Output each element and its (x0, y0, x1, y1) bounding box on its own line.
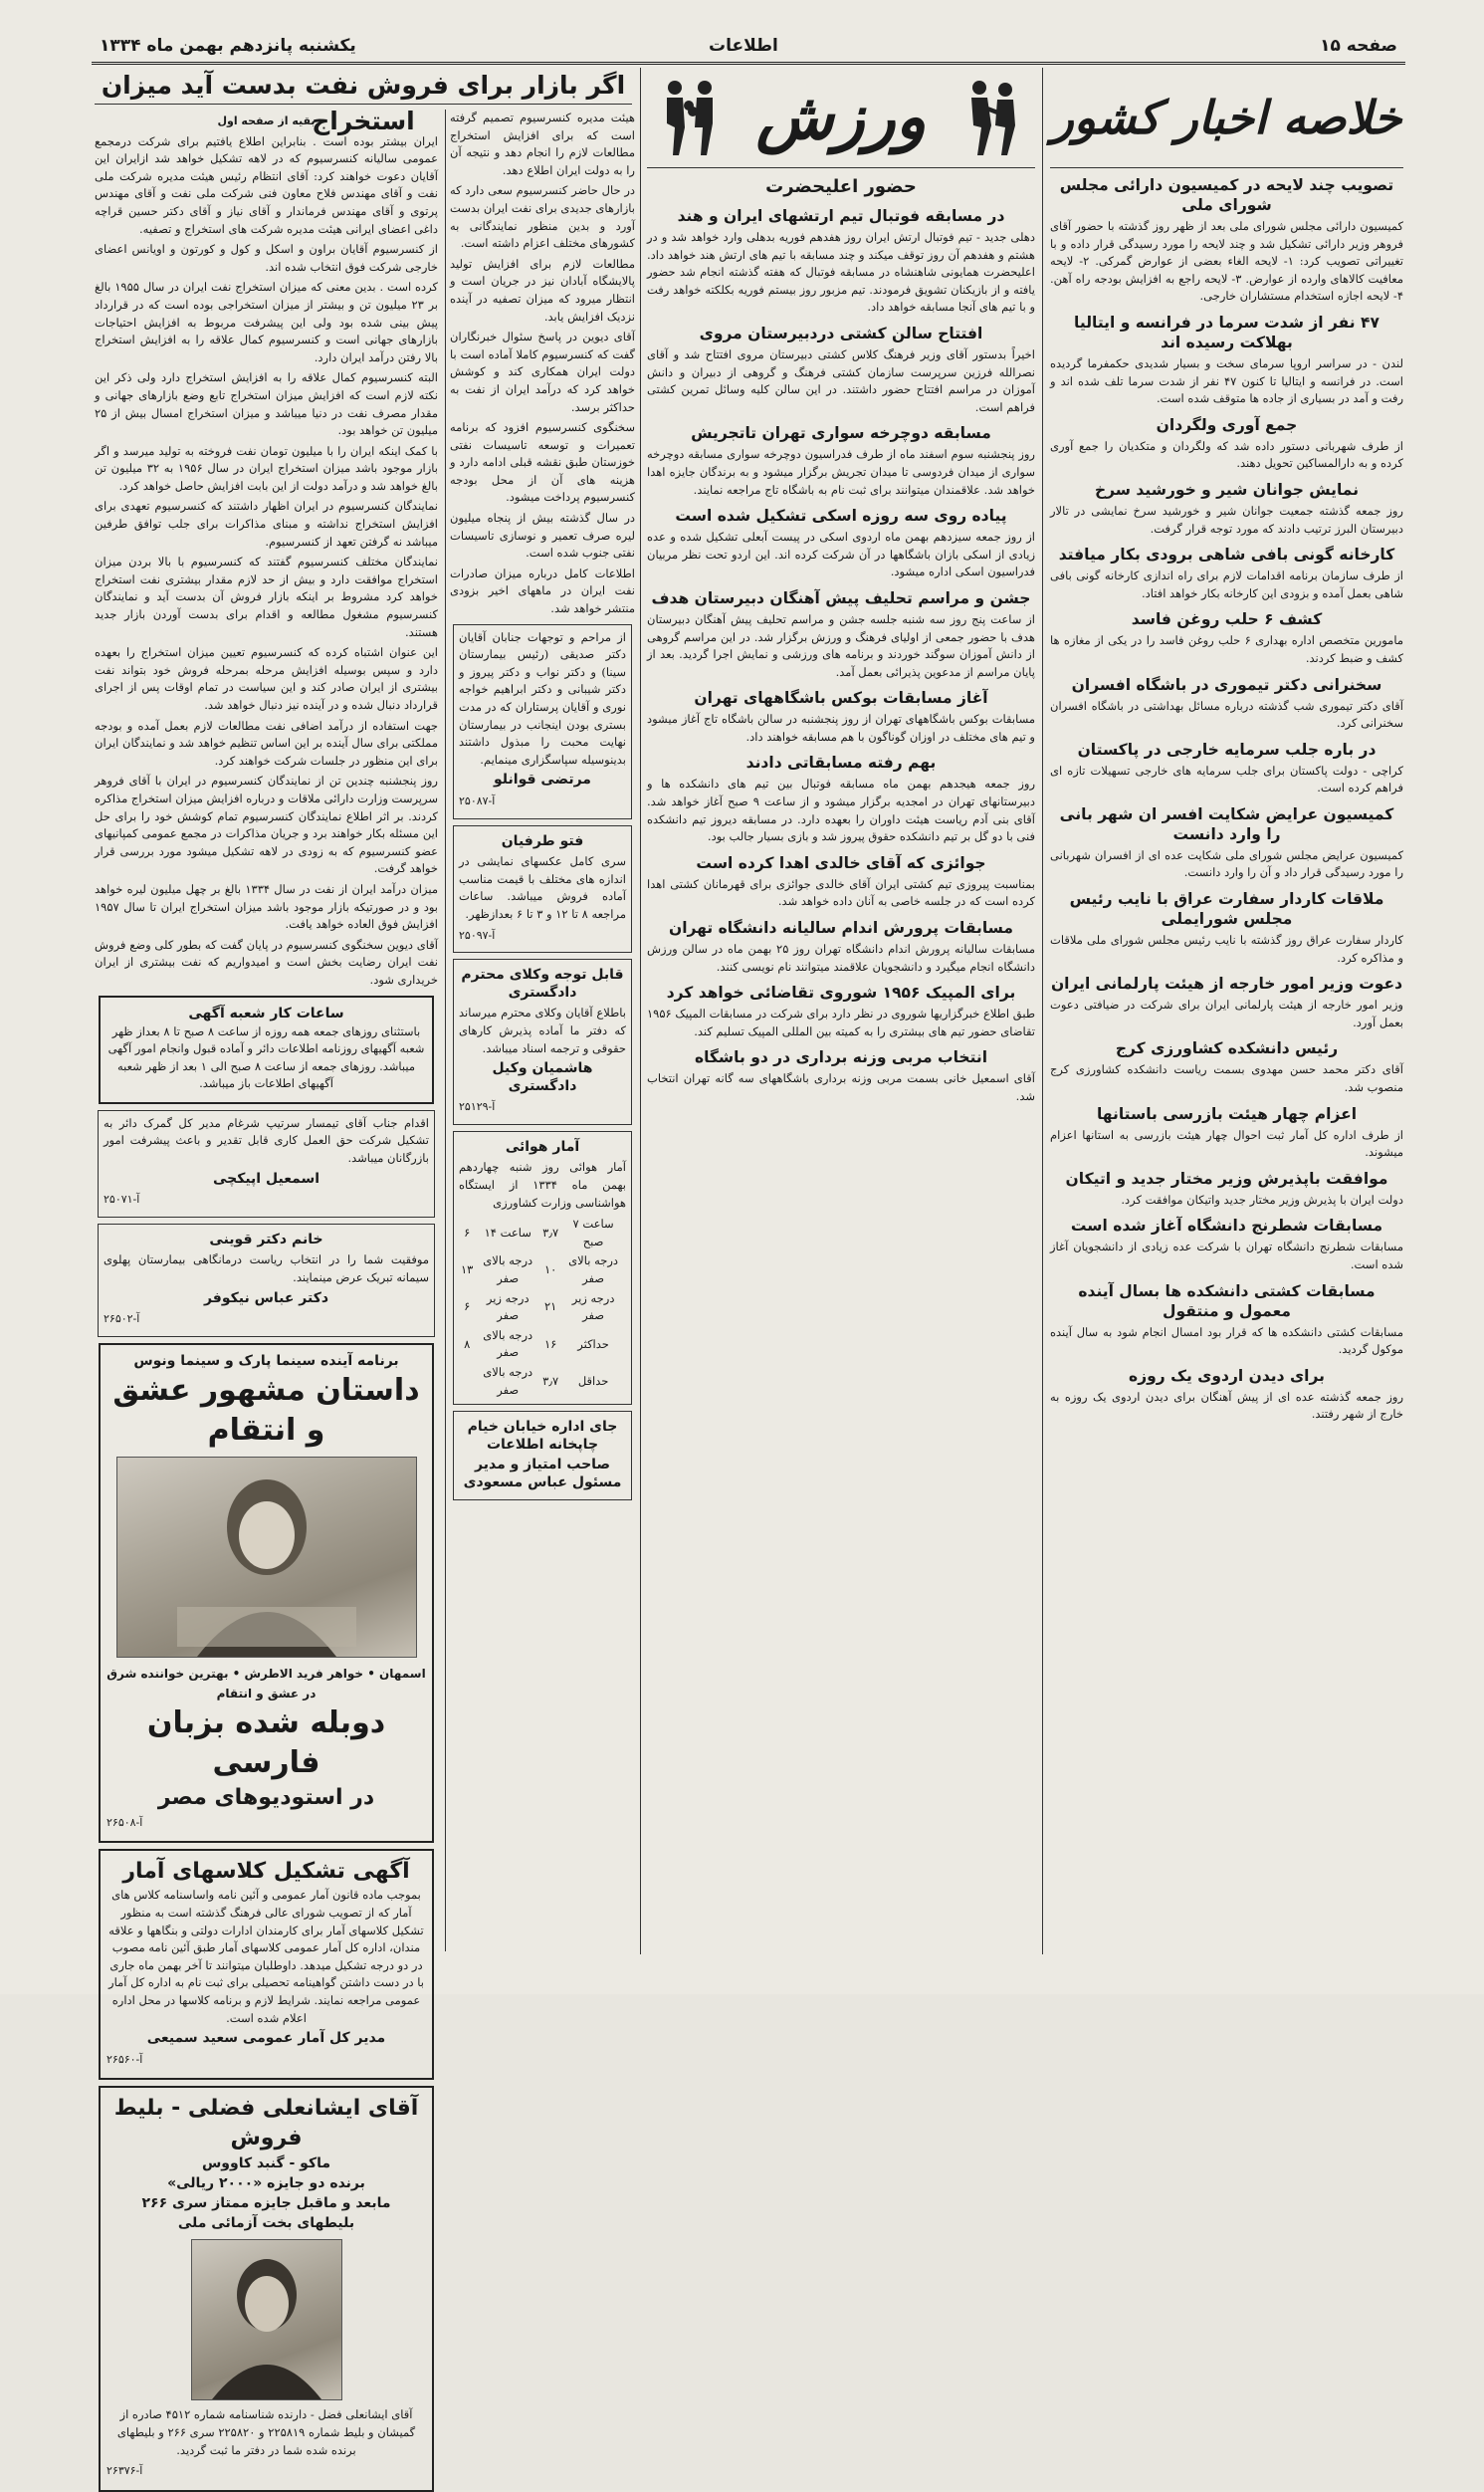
lottery-ad (99, 2086, 434, 2491)
sports-text: دهلی جدید - تیم فوتبال ارتش ایران روز هفدهم فوریه بدهلی وارد خواهد شد و در هشتم و هفدهم آن روز توقف میکند و چند مسابقه با تیم های ارتش هند خواهد داد. اعلیحضرت همایونی شاهنشاه در مسابقه فوتبال که هفته گذشته انجام شد حضور یافته و از بازیکنان تشویق فرمودند. تیم مزبور روز بیستم فوریه بکلکته خواهد رفت و با تیم های آنجا مسابقه خواهد داد. (647, 230, 1035, 315)
sports-heading: در مسابقه فوتبال تیم ارتشهای ایران و هند (677, 207, 1005, 225)
weather-table (459, 1215, 626, 1400)
body-text: البته کنسرسیوم کمال علاقه را به افزایش استخراج دارد ولی ذکر این نکته لازم است که افزایش میزان استخراج تابع وضع بازارهای جهانی و مقدار مصرف نفت در دنیا میباشد و میزان استخراج امسال بیش از ۲۵ میلیون تن خواهد بود. (95, 370, 438, 438)
sports-article (647, 506, 1035, 581)
sports-heading: جوائزی که آقای خالدی اهدا کرده است (696, 853, 986, 872)
sports-article (647, 918, 1035, 976)
sports-article (647, 588, 1035, 681)
cinema-ad (99, 1343, 434, 1844)
news-article (1050, 1169, 1403, 1210)
sports-article (647, 324, 1035, 416)
doctor-notice-signature: دکتر عباس نیکوفر (203, 1289, 329, 1306)
ad-code: آ-۲۵۰۷۱ (104, 1193, 140, 1207)
lottery-line: بلیطهای بخت آزمائی ملی (177, 2215, 355, 2232)
weather-label: درجه بالای صفر (483, 1365, 533, 1397)
weather-label: ساعت ۷ صبح (572, 1217, 614, 1248)
weather-intro: آمار هوائی روز شنبه چهاردهم بهمن ماه ۱۳۳۴ از ایستگاه هواشناسی وزارت کشاورزی (459, 1160, 626, 1210)
body-text: آقای دیوین در پاسخ سئوال خبرنگاران گفت که کنسرسیوم کاملا آماده است با دولت ایران همکاری کند و کوشش خواهد کرد که درآمد ایران از نفت به حداکثر برسد. (450, 330, 635, 414)
lottery-line: برنده دو جایزه «۲۰۰۰ ریالی» (167, 2175, 365, 2192)
news-heading: کارخانه گونی بافی شاهی برودی بکار میافتد (1058, 546, 1395, 565)
lawyers-notice-title: قابل توجه وکلای محترم دادگستری (461, 967, 624, 1001)
publisher-address: جای اداره خیابان خیام چاپخانه اطلاعات (467, 1419, 618, 1453)
ad-code: آ-۲۵۰۸۷ (459, 793, 496, 807)
body-text: کرده است . بدین معنی که میزان استخراج نفت ایران در سال ۱۹۵۵ بالغ بر ۲۳ میلیون تن و بیشتر از میزان استخراجی بوده است که در قرارداد پیش بینی شده بود ولی این پیشرفت مربوط به افزایش احتیاجات بازارهای جهانی است و کنسرسیوم کمال علاقه را به افزایش استخراج بالا رفتن درآمد ایران دارد. (95, 280, 438, 364)
sports-heading: بهم رفته مسابقاتی دادند (745, 754, 937, 773)
weather-value: ۳٫۷ (542, 1373, 559, 1388)
sports-article (647, 853, 1035, 911)
weather-label: درجه زیر صفر (486, 1290, 530, 1323)
issue-date: یکشنبه پانزدهم بهمن ماه ۱۳۳۴ (100, 36, 356, 56)
cinema-studio: در استودیوهای مصر (157, 1784, 375, 1810)
thanks-notice (98, 1110, 435, 1218)
sports-text: روز جمعه هیجدهم بهمن ماه مسابقه فوتبال بین تیم های دانشکده ها و دبیرستانهای تهران در امجدیه برگزار میشود و از ساعت ۹ صبح آغاز خواهد شد. آقای بنی آدم ریاست هیئت داوران را بعهده دارد. در مسابقه دیروز تیم دانشکده فنی با دو گل بر تیم دانشکده حقوق پیروز شد و بازی بسیار جالب بود. (647, 777, 1035, 844)
photo-sale-notice (453, 825, 632, 954)
greeting-text: از مراحم و توجهات جنابان آقایان دکتر صدیقی (رئیس بیمارستان سینا) و دکتر نواب و دکتر پیروز و دکتر شیبانی و دکتر ابراهیم خواجه نوری و آقایان پرستاران که در مدت بستری بودن اینجانب در بیمارستان نهایت محبت را مبذول داشتند بدینوسیله سپاسگزاری مینمایم. (459, 629, 626, 767)
news-text: روز جمعه گذشته عده ای از پیش آهنگان برای دیدن اردوی یک روزه به خارج از شهر رفتند. (1050, 1389, 1403, 1422)
page-number: صفحه ۱۵ (1320, 36, 1397, 56)
continued-label: بقیه از صفحه اول (217, 114, 316, 127)
news-article (1050, 1038, 1403, 1096)
photo-sale-text: سری کامل عکسهای نمایشی در اندازه های مختلف با قیمت مناسب آماده فروش میباشد. ساعات مراجعه ۸ تا ۱۲ و ۳ تا ۶ بعدازظهر. (459, 854, 626, 921)
weather-label: حداکثر (577, 1336, 609, 1351)
sports-article (647, 753, 1035, 845)
sports-heading: پیاده روی سه روزه اسکی تشکیل شده است (675, 507, 1007, 526)
man-portrait-icon (192, 2240, 341, 2399)
news-heading: کشف ۶ حلب روغن فاسد (1131, 610, 1323, 629)
thanks-text: اقدام جناب آقای تیمسار سرتیپ شرغام مدیر کل گمرک دائر به تشکیل شرکت حق العمل کاری قابل تقدیر و باعث پیشرفت امور بازرگانان میباشد. (104, 1115, 429, 1166)
weather-value: ۱۶ (543, 1336, 557, 1351)
news-text: کاردار سفارت عراق روز گذشته با نایب رئیس مجلس شورای ملی ملاقات و مذاکره کرد. (1050, 933, 1403, 965)
publisher-name: صاحب امتیاز و مدیر مسئول عباس مسعودی (463, 1457, 622, 1490)
news-text: کراچی - دولت پاکستان برای جلب سرمایه های خارجی تسهیلات تازه ای فراهم کرده است. (1050, 763, 1403, 795)
news-summary-title: خلاصه اخبار کشور (1051, 91, 1402, 144)
weather-label: درجه بالای صفر (483, 1253, 533, 1286)
cinema-dub: دوبله شده بزبان فارسی (146, 1704, 386, 1780)
news-summary-title-box (1050, 68, 1403, 168)
news-text: مسابقات شطرنج دانشگاه تهران با شرکت عده زیادی از دانشجویان آغاز شده است. (1050, 1240, 1403, 1271)
news-heading: تصویب چند لایحه در کمیسیون دارائی مجلس شورای ملی (1059, 176, 1394, 214)
body-text: با کمک اینکه ایران را با میلیون تومان نفت فروخته به تولید میرسد و اگر بازار موجود باشد میزان استخراج ایران در سال ۱۹۵۶ به ۳۲ میلیون تن بالغ خواهد شد و درآمد دولت از این بابت افزایش حاصل خواهد کرد. (95, 443, 438, 493)
weather-value: ۱۳ (461, 1262, 474, 1277)
cinema-title: داستان مشهور عشق و انتقام (112, 1372, 420, 1448)
sports-heading: مسابقه دوچرخه سواری تهران تاتجریش (691, 424, 991, 443)
news-article (1050, 740, 1403, 797)
news-article (1050, 1216, 1403, 1273)
sports-heading: افتتاح سالن کشتی دردبیرستان مروی (699, 324, 983, 342)
stats-classes-text: بموجب ماده قانون آمار عمومی و آئین نامه واساسنامه کلاس های آمار که از تصویب شورای عالی فرهنگ گذشته است به منظور تشکیل کلاسهای آمار برای کارمندان ادارات دولتی و بنگاهها و علاقه مندان، اداره کل آمار عمومی کلاسهای آمار طبق آئین نامه مصوب در دو درجه تشکیل میدهد. داوطلبان میتوانند تا آخر بهمن ماه جاری با در دست داشتن گواهینامه تحصیلی برای ثبت نام به اداره کل آمار عمومی مراجعه نمایند. شرایط لازم و برنامه کلاسها در محل اداره اعلام شده است. (108, 1888, 424, 2025)
sports-article (647, 983, 1035, 1040)
body-text: میزان درآمد ایران از نفت در سال ۱۳۳۴ بالغ بر چهل میلیون لیره خواهد بود و در صورتیکه بازار موجود باشد میزان استخراج ایران تا سال ۱۹۵۷ افزایش فوق العاده خواهد یافت. (95, 881, 438, 932)
news-text: از طرف اداره کل آمار ثبت احوال چهار هیئت بازرسی به استانها اعزام میشوند. (1050, 1127, 1403, 1160)
body-text: سخنگوی کنسرسیوم افزود که برنامه تعمیرات و توسعه تاسیسات نفتی خوزستان طبق نقشه قبلی ادامه دارد و هزینه های آن از محل بودجه کنسرسیوم پرداخت میشود. (450, 420, 635, 505)
stats-classes-signature: مدیر کل آمار عمومی سعید سمیعی (146, 2030, 386, 2047)
thanks-signature: اسمعیل اپیکچی (212, 1170, 320, 1187)
body-text: آقای دیوین سخنگوی کنسرسیوم در پایان گفت که بطور کلی وضع فروش نفت ایران رضایت بخش است و امیدواریم که نفت بیشتری از ایران خریداری شود. (95, 937, 438, 987)
sports-heading: جشن و مراسم تحلیف پیش آهنگان دبیرستان هدف (651, 588, 1031, 607)
sports-column (647, 68, 1035, 1954)
lottery-caption: آقای ایشانعلی فضل - دارنده شناسنامه شماره ۴۵۱۲ صادره از گمیشان و بلیط شماره ۲۲۵۸۱۹ و ۲۲۵۸۲۰ سری ۲۶۶ و بلیطهای برنده شده شما در دفتر ما ثبت گردید. (116, 2407, 416, 2457)
ad-code: آ-۲۵۱۲۹ (459, 1100, 496, 1114)
lottery-line: ماکو - گنبد کاووس (201, 2155, 331, 2172)
news-heading: ۴۷ نفر از شدت سرما در فرانسه و ایتالیا بهلاکت رسیده اند (1074, 313, 1379, 351)
news-article (1050, 974, 1403, 1031)
sports-heading: آغاز مسابقات بوکس باشگاههای تهران (694, 689, 988, 708)
body-text: از کنسرسیوم آقایان براون و اسکل و کول و کورتون و اویانس اعضای خارجی شرکت فوق انتخاب شده اند. (95, 242, 438, 274)
lottery-line: مابعد و ماقبل جایزه ممتاز سری ۲۶۶ (141, 2195, 391, 2212)
oil-article-banner: اگر بازار برای فروش نفت بدست آید میزان استخراج (95, 68, 632, 105)
photo-sale-title: فتو طرفیان (501, 832, 584, 849)
news-heading: کمیسیون عرایض شکایت افسر ان شهر بانی را وارد دانست (1059, 804, 1394, 843)
cinema-line: برنامه آینده سینما پارک و سینما ونوس (133, 1352, 399, 1369)
weather-value: ۲۱ (543, 1299, 557, 1314)
sports-article (647, 423, 1035, 499)
office-hours-title: ساعات کار شعبه آگهی (188, 1005, 344, 1021)
news-heading: موافقت باپذیرش وزیر مختار جدید و اتیکان (1065, 1169, 1388, 1188)
weather-label: درجه بالای صفر (483, 1327, 533, 1360)
news-heading: مسابقات کشتی دانشکده ها بسال آینده معمول و منتقول (1078, 1281, 1376, 1320)
greeting-notice (453, 624, 632, 819)
weather-label: درجه بالای صفر (568, 1253, 619, 1286)
sports-heading: انتخاب مربی وزنه برداری در دو باشگاه (694, 1048, 988, 1067)
sports-title: ورزش (755, 80, 927, 154)
body-text: نمایندگان کنسرسیوم در ایران اظهار داشتند که کنسرسیوم تعهدی برای افزایش استخراج نداشته و مبنای مذاکرات برای جلب توافق طرفین میباشد نه گرفتن تعهد از کنسرسیوم. (95, 499, 438, 549)
news-article (1050, 545, 1403, 602)
news-text: مامورین متخصص اداره بهداری ۶ حلب روغن فاسد را در یکی از مغازه ها کشف و ضبط کردند. (1050, 633, 1403, 665)
sports-text: بمناسبت پیروزی تیم کشتی ایران آقای خالدی جوائزی برای قهرمانان کشتی اهدا کرده است که در جلسه خاصی به آنان داده خواهد شد. (647, 876, 1035, 909)
news-text: روز جمعه گذشته جمعیت جوانان شیر و خورشید سرخ نمایشی در تالار دبیرستان البرز ترتیب دادند که مورد توجه قرار گرفت. (1050, 503, 1403, 536)
column-rule (445, 110, 446, 1951)
sports-title-box (647, 68, 1035, 168)
oil-article-continuation-column (450, 110, 635, 1951)
body-text: مطالعات لازم برای افزایش تولید پالایشگاه آبادان نیز در جریان است و انتظار میرود که میزان تصفیه در آینده نزدیک افزایش یابد. (450, 256, 635, 324)
stats-classes-ad (99, 1849, 434, 2080)
news-text: آقای دکتر محمد حسن مهدوی بسمت ریاست دانشکده کشاورزی کرج منصوب شد. (1050, 1062, 1403, 1095)
sports-heading: مسابقات پرورش اندام سالیانه دانشگاه تهران (668, 919, 1014, 938)
sports-heading: برای المپیک ۱۹۵۶ شوروی تقاضائی خواهد کرد (666, 984, 1016, 1003)
news-article (1050, 889, 1403, 967)
sports-text: روز پنجشنبه سوم اسفند ماه از طرف فدراسیون دوچرخه سواری مسابقه دوچرخه سواری از میدان فردوسی تا میدان تجریش برگزار میشود و به برندگان جایزه اهدا خواهد شد. علاقمندان میتوانند برای ثبت نام به باشگاه تاج مراجعه نمایند. (647, 447, 1035, 497)
body-text: این عنوان اشتباه کرده که کنسرسیوم تعیین میزان استخراج را بعهده دارد و سپس بوسیله افزایش مرحله بمرحله فروش خود بتواند نفت بیشتری از ایران صادر کند و این سیاست در تمام اوقات پس از اجرای قرارداد دنبال شده و در آینده نیز دنبال خواهد شد. (95, 645, 438, 712)
column-rule (640, 68, 641, 1954)
weather-row (459, 1215, 626, 1251)
news-heading: مسابقات شطرنج دانشگاه آغاز شده است (1070, 1217, 1383, 1236)
news-text: از طرف شهربانی دستور داده شد که ولگردان و متکدیان را جمع آوری کرده و به دارالمساکین تحویل دهند. (1050, 438, 1403, 471)
lawyers-notice-signature: هاشمیان وکیل دادگستری (492, 1060, 593, 1094)
news-article (1050, 675, 1403, 733)
lawyers-notice-text: باطلاع آقایان وکلای محترم میرساند که دفتر ما آماده پذیرش کارهای حقوقی و ترجمه اسناد میباشد. (459, 1006, 626, 1055)
sports-lead-title: حضور اعلیحضرت (765, 176, 917, 197)
greeting-signature: مرتضی قوانلو (494, 772, 591, 789)
oil-article-column (95, 110, 438, 2478)
news-article (1050, 415, 1403, 473)
news-text: کمیسیون دارائی مجلس شورای ملی بعد از ظهر روز گذشته با حضور آقای فروهر وزیر دارائی تشکیل شد و چند لایحه را مورد رسیدگی قرار داده و با تغییراتی تصویب کرد: ۱- لایحه الغاء بعضی از عوارض گمرکی. ۲- لایحه معافیت کالاهای وارده از عوارض. ۳- لایحه راجع به افزایش بودجه راه آهن. ۴- لایحه اجازه استخدام مستشاران خارجی. (1050, 219, 1403, 304)
weather-box (453, 1131, 632, 1405)
sports-text: طبق اطلاع خبرگزاریها شوروی در نظر دارد برای شرکت در مسابقات المپیک ۱۹۵۶ تقاضای حضور تیم های بیشتری را به کمیته بین المللی المپیک تسلیم کند. (647, 1007, 1035, 1038)
ad-code: آ-۲۶۵۶۰ (106, 2052, 143, 2066)
weather-row (459, 1326, 626, 1363)
sports-article (647, 1047, 1035, 1105)
news-article (1050, 175, 1403, 306)
news-heading: اعزام چهار هیئت بازرسی باستانها (1096, 1104, 1358, 1123)
body-text: جهت استفاده از درآمد اضافی نفت مطالعات لازم بعمل آمده و بودجه مملکتی برای سال آینده بر این اساس تنظیم خواهد شد و نمایندگان ایران برای این منظور در جلسات شرکت خواهند کرد. (95, 718, 438, 768)
weather-value: ۶ (464, 1226, 471, 1241)
ad-code: آ-۲۶۵۰۲ (104, 1312, 140, 1326)
lottery-seller-name: آقای ایشانعلی فضلی - بلیط فروش (113, 2096, 419, 2152)
ad-office-hours (99, 996, 434, 1104)
body-text: نمایندگان مختلف کنسرسیوم گفتند که کنسرسیوم با بالا بردن میزان استخراج موافقت دارد و بیش از حد لازم مقدار بیشتری نفت استخراج خواهد کرد مشروط بر اینکه بازار فروش آن بدست آید و نمایندگان کنسرسیوم مشغول مطالعه و اقدام برای بدست آوردن بازار جدید هستند. (95, 555, 438, 639)
news-article (1050, 804, 1403, 882)
news-text: از طرف سازمان برنامه اقدامات لازم برای راه اندازی کارخانه گونی بافی شاهی بعمل آمده و بزودی این کارخانه بکار خواهد افتاد. (1050, 568, 1403, 600)
news-article (1050, 1366, 1403, 1424)
weather-value: ۱۰ (543, 1262, 557, 1277)
news-heading: ملاقات کاردار سفارت عراق با نایب رئیس مجلس شورایملی (1069, 890, 1384, 929)
news-heading: در باره جلب سرمایه خارجی در پاکستان (1077, 740, 1377, 759)
wrestlers-icon (957, 76, 1027, 159)
news-article (1050, 1104, 1403, 1162)
stats-classes-title: آگهی تشکیل کلاسهای آمار (122, 1859, 410, 1885)
news-heading: جمع آوری ولگردان (1156, 415, 1298, 434)
news-text: کمیسیون عرایض مجلس شورای ملی شکایت عده ای از افسران شهربانی را مورد رسیدگی قرار داد و آن را وارد دانست. (1050, 847, 1403, 880)
doctor-notice (98, 1224, 435, 1337)
cinema-stars: اسمهان • خواهر فرید الاطرش • بهترین خواننده شرق در عشق و انتقام (106, 1666, 426, 1700)
body-text: اطلاعات کامل درباره میزان صادرات نفت ایران در ماههای اخیر بزودی منتشر خواهد شد. (450, 566, 635, 616)
sports-article (647, 206, 1035, 317)
weather-value: ۶ (464, 1299, 471, 1314)
column-rule (1042, 68, 1043, 1954)
paper-name: اطلاعات (709, 36, 778, 56)
body-text: ایران بیشتر بوده است . بنابراین اطلاع یافتیم برای شرکت درمجمع عمومی سالیانه کنسرسیوم که در لاهه تشکیل خواهد شد ازایران این آقایان دعوت خواهند کرد: آقای انتظام رئیس هیئت مدیره شرکت ملی نفت و آقای مهندس فلاح معاون فنی شرکت ملی نفت و آقای مهندس پرتوی و آقای مهندس فرماندار و آقای نیاز و آقای دکتر حسین قراچه داغی اعضای ایرانی هیئت مدیره شرکت های استخراج و تصفیه. (95, 133, 438, 236)
sports-text: از ساعت پنج روز سه شنبه جلسه جشن و مراسم تحلیف پیش آهنگان دبیرستان هدف با حضور جمعی از اولیای فرهنگ و ورزش برگزار شد. در این مراسم گروهی از دانش آموزان سوگند خوردند و برنامه های ورزشی و نمایش اجرا گردید. بعد از پایان مراسم از مدعوین پذیرائی بعمل آمد. (647, 611, 1035, 679)
weather-label: درجه زیر صفر (571, 1290, 615, 1323)
news-heading: برای دیدن اردوی یک روزه (1129, 1366, 1325, 1385)
doctor-notice-title: خانم دکتر قوینی (209, 1231, 323, 1247)
ad-code: آ-۲۶۳۷۶ (106, 2464, 143, 2478)
news-article (1050, 1281, 1403, 1359)
actress-portrait-icon (117, 1458, 416, 1657)
sports-text: مسابقات سالیانه پرورش اندام دانشگاه تهران روز ۲۵ بهمن ماه در سالن ورزش دانشگاه انجام میگیرد و دانشجویان علاقمند میتوانند نام نویسی کنند. (647, 942, 1035, 974)
sports-article (647, 688, 1035, 746)
news-text: دولت ایران با پذیرش وزیر مختار جدید واتیکان موافقت کرد. (1121, 1192, 1403, 1207)
weather-label: حداقل (577, 1373, 609, 1388)
news-text: لندن - در سراسر اروپا سرمای سخت و بسیار شدیدی حکمفرما گردیده است. در فرانسه و ایتالیا تا کنون ۴۷ نفر از شدت سرما تلف شده اند و رفت و آمد در بسیاری از جاده ها متوقف شده است. (1050, 355, 1403, 406)
weather-value: ۳٫۷ (542, 1226, 559, 1241)
body-text: روز پنجشنبه چندین تن از نمایندگان کنسرسیوم در ایران با آقای فروهر سرپرست وزارت دارائی ملاقات و درباره افزایش میزان استخراج مذاکره کردند. بر اثر اطلاع نمایندگان کنسرسیوم تمام کوشش خود را برای حل این مسئله بکار خواهند برد و جریان مذاکرات در مجمع عمومی کمپانیهای عضو کنسرسیوم که به زودی در لاهه تشکیل میشود مورد بررسی قرار خواهد گرفت. (95, 774, 438, 876)
body-text: در سال گذشته بیش از پنجاه میلیون لیره صرف تعمیر و نوسازی تاسیسات نفتی جنوب شده است. (450, 511, 635, 561)
sports-text: آقای اسمعیل خانی بسمت مربی وزنه برداری باشگاههای سه گانه تهران انتخاب شد. (647, 1071, 1035, 1103)
lawyers-notice (453, 959, 632, 1125)
masthead (92, 36, 1405, 65)
weather-row (459, 1289, 626, 1326)
weather-row (459, 1363, 626, 1400)
sports-text: از روز جمعه سیزدهم بهمن ماه اردوی اسکی در پیست آبعلی تشکیل شده و عده زیادی از اسکی بازان باشگاهها در آن شرکت کرده اند. این اردو تحت نظر مربیان فدراسیون اسکی اداره میشود. (647, 530, 1035, 579)
news-article (1050, 313, 1403, 408)
news-heading: دعوت وزیر امور خارجه از هیئت پارلمانی ایران (1050, 975, 1403, 994)
news-text: وزیر امور خارجه از هیئت پارلمانی ایران برای شرکت در ضیافتی دعوت بعمل آورد. (1050, 998, 1403, 1029)
body-text: در حال حاضر کنسرسیوم سعی دارد که بازارهای جدیدی برای نفت ایران بدست آورد و بدین منظور نمایندگانی به کشورهای مختلف اعزام داشته است. (450, 183, 635, 251)
ad-code: آ-۲۶۵۰۸ (106, 1815, 143, 1829)
publisher-box (453, 1411, 632, 1499)
boxers-icon (655, 76, 725, 159)
news-article (1050, 609, 1403, 667)
cinema-photo (116, 1457, 417, 1658)
sports-text: مسابقات بوکس باشگاههای تهران از روز پنجشنبه در سالن باشگاه تاج آغاز میشود و تیم های مختلف در اوزان گوناگون با هم مسابقه خواهند داد. (647, 712, 1035, 744)
weather-label: ساعت ۱۴ (484, 1226, 531, 1241)
weather-title: آمار هوائی (505, 1138, 580, 1155)
news-heading: رئیس دانشکده کشاورزی کرج (1115, 1039, 1339, 1058)
news-heading: نمایش جوانان شیر و خورشید سرخ (1094, 480, 1360, 499)
news-text: مسابقات کشتی دانشکده ها که قرار بود امسال انجام شود به سال آینده موکول گردید. (1050, 1324, 1403, 1357)
weather-value (459, 1363, 475, 1400)
body-text: هیئت مدیره کنسرسیوم تصمیم گرفته است که برای افزایش استخراج مطالعات لازم را انجام دهد و نتیجه آن را به دولت ایران اطلاع دهد. (450, 111, 635, 177)
news-text: آقای دکتر تیموری شب گذشته درباره مسائل بهداشتی در باشگاه افسران سخنرانی کرد. (1050, 698, 1403, 731)
office-hours-text: باستثنای روزهای جمعه همه روزه از ساعت ۸ صبح تا ۸ بعداز ظهر شعبه آگهیهای روزنامه اطلاعات دائر و آماده قبول وانجام امور آگهی میباشد. روزهای جمعه از ساعت ۸ صبح الی ۱ بعد از ظهر شعبه آگهیهای اطلاعات باز میباشد. (107, 1023, 425, 1091)
lottery-seller-photo (191, 2239, 342, 2400)
weather-row (459, 1251, 626, 1288)
ad-code: آ-۲۵۰۹۷ (459, 928, 496, 942)
news-article (1050, 480, 1403, 538)
sports-text: اخیراً بدستور آقای وزیر فرهنگ کلاس کشتی دبیرستان مروی افتتاح شد و آقای نصرالله فرزین سرپرست سازمان کشتی فرهنگ و گروهی از دبیران و دانش آموزان در مراسم افتتاح حضور داشتند. در این سالن کلیه وسائل تمرین کشتی فراهم است. (647, 346, 1035, 414)
weather-value: ۸ (464, 1336, 471, 1351)
news-summary-column (1050, 68, 1403, 1954)
news-heading: سخنرانی دکتر تیموری در باشگاه افسران (1071, 675, 1382, 694)
doctor-notice-text: موفقیت شما را در انتخاب ریاست درمانگاهی بیمارستان پهلوی سیمانه تبریک عرض مینمایند. (104, 1252, 429, 1285)
